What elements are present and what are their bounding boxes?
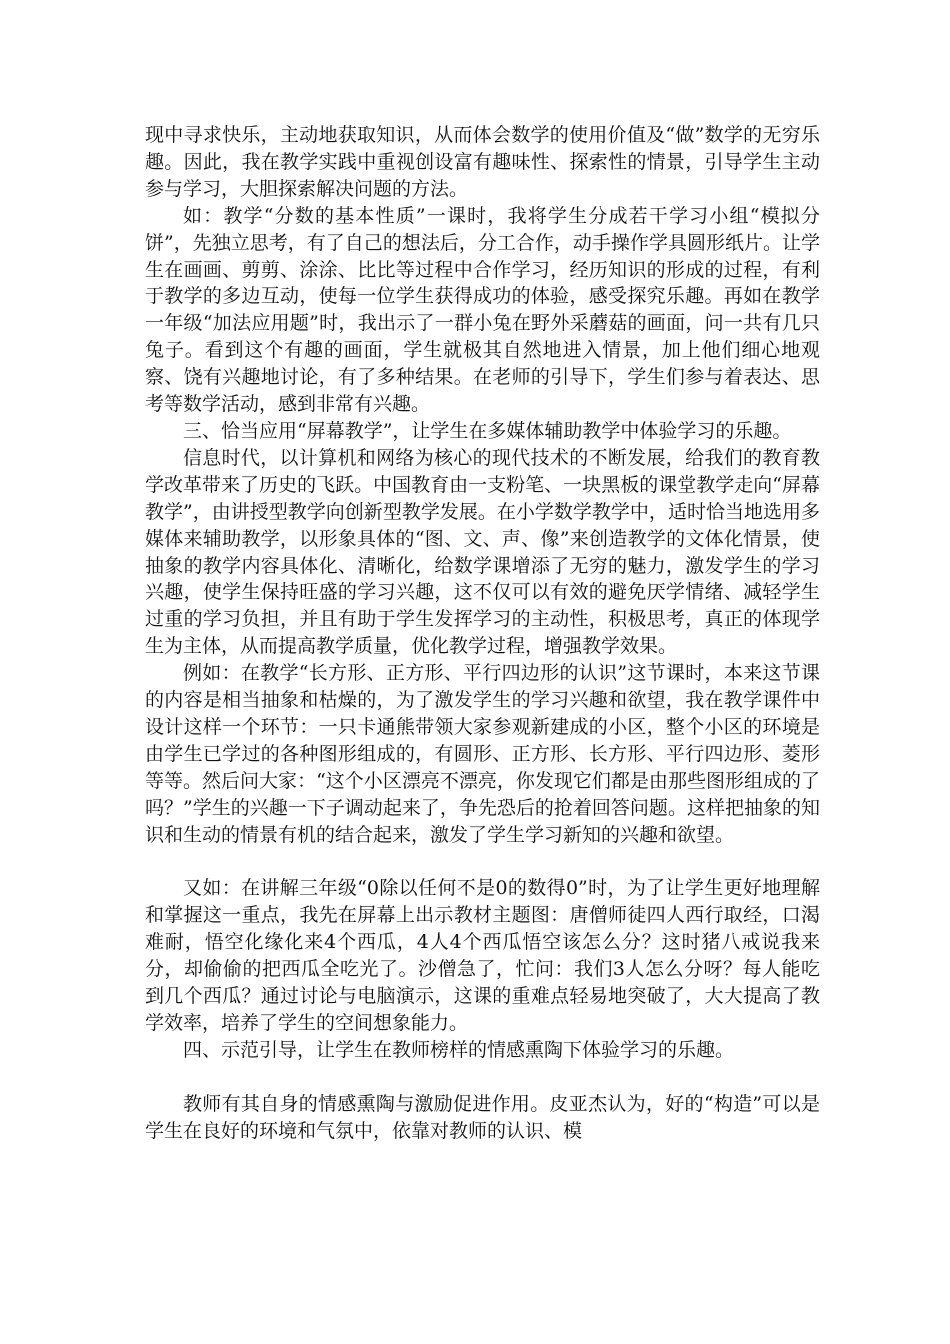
blank-line — [145, 848, 820, 875]
section-heading-demonstration: 四、示范引导，让学生在教师榜样的情感熏陶下体验学习的乐趣。 — [183, 1038, 735, 1061]
paragraph-shapes-example: 例如：在教学“长方形、正方形、平行四边形的认识”这节课时，本来这节课的内容是相当抽象和枯燥的，为了激发学生的学习兴趣和欲望，我在教学课件中设计这样一个环节：一只卡通熊带领大家参观新建成的小区，整个小区的环境是由学生已学过的各种图形组成的，有圆形、正方形、长方形、平行四边形、菱形等等。然后问大家：“这个小区漂亮不漂亮，你发现它们都是由那些图形组成的了吗？”学生的兴趣一下子调动起来了，争先恐后的抢着回答问题。这样把抽象的知识和生动的情景有机的结合起来，激发了学生学习新知的兴趣和欲望。 — [145, 662, 820, 846]
document-body — [145, 122, 820, 1144]
section-heading-screen-teaching: 三、恰当应用“屏幕教学”，让学生在多媒体辅助教学中体验学习的乐趣。 — [183, 419, 792, 442]
blank-line — [145, 1064, 820, 1091]
paragraph-teacher-influence: 教师有其自身的情感熏陶与激励促进作用。皮亚杰认为，好的“构造”可以是学生在良好的环境和气氛中，依靠对教师的认识、模 — [145, 1092, 820, 1142]
paragraph-information-age: 信息时代，以计算机和网络为核心的现代技术的不断发展，给我们的教育教学改革带来了历史的飞跃。中国教育由一支粉笔、一块黑板的课堂教学走向“屏幕教学”，由讲授型教学向创新型教学发展。在小学数学教学中，适时恰当地选用多媒体来辅助教学，以形象具体的“图、文、声、像”来创造教学的文体化情景，使抽象的教学内容具体化、清晰化，给数学课增添了无穷的魅力，激发学生的学习兴趣，使学生保持旺盛的学习兴趣，这不仅可以有效的避免厌学情绪、减轻学生过重的学习负担，并且有助于学生发挥学习的主动性，积极思考，真正的体现学生为主体，从而提高教学质量，优化教学过程，增强教学效果。 — [145, 446, 820, 658]
paragraph-fraction-example: 如：教学“分数的基本性质”一课时，我将学生分成若干学习小组“模拟分饼”，先独立思考，有了自己的想法后，分工合作，动手操作学具圆形纸片。让学生在画画、剪剪、涂涂、比比等过程中合作学习，经历知识的形成的过程，有利于教学的多边互动，使每一位学生获得成功的体验，感受探究乐趣。再如在教学一年级“加法应用题”时，我出示了一群小兔在野外采蘑菇的画面，问一共有几只兔子。看到这个有趣的画面，学生就极其自然地进入情景，加上他们细心地观察、饶有兴趣地讨论，有了多种结果。在老师的引导下，学生们参与着表达、思考等数学活动，感到非常有兴趣。 — [145, 204, 820, 416]
paragraph-watermelon-example: 又如：在讲解三年级“0除以任何不是0的数得0”时，为了让学生更好地理解和掌握这一重点，我先在屏幕上出示教材主题图：唐僧师徒四人西行取经，口渴难耐，悟空化缘化来4个西瓜，4人4个西瓜悟空该怎么分？这时猪八戒说我来分，却偷偷的把西瓜全吃光了。沙僧急了，忙问：我们3人怎么分呀？每人能吃到几个西瓜？通过讨论与电脑演示，这课的重难点轻易地突破了，大大提高了教学效率，培养了学生的空间想象能力。 — [145, 877, 820, 1034]
paragraph-continuation: 现中寻求快乐，主动地获取知识，从而体会数学的使用价值及“做”数学的无穷乐趣。因此，我在教学实践中重视创设富有趣味性、探索性的情景，引导学生主动参与学习，大胆探索解决问题的方法。 — [145, 124, 820, 200]
